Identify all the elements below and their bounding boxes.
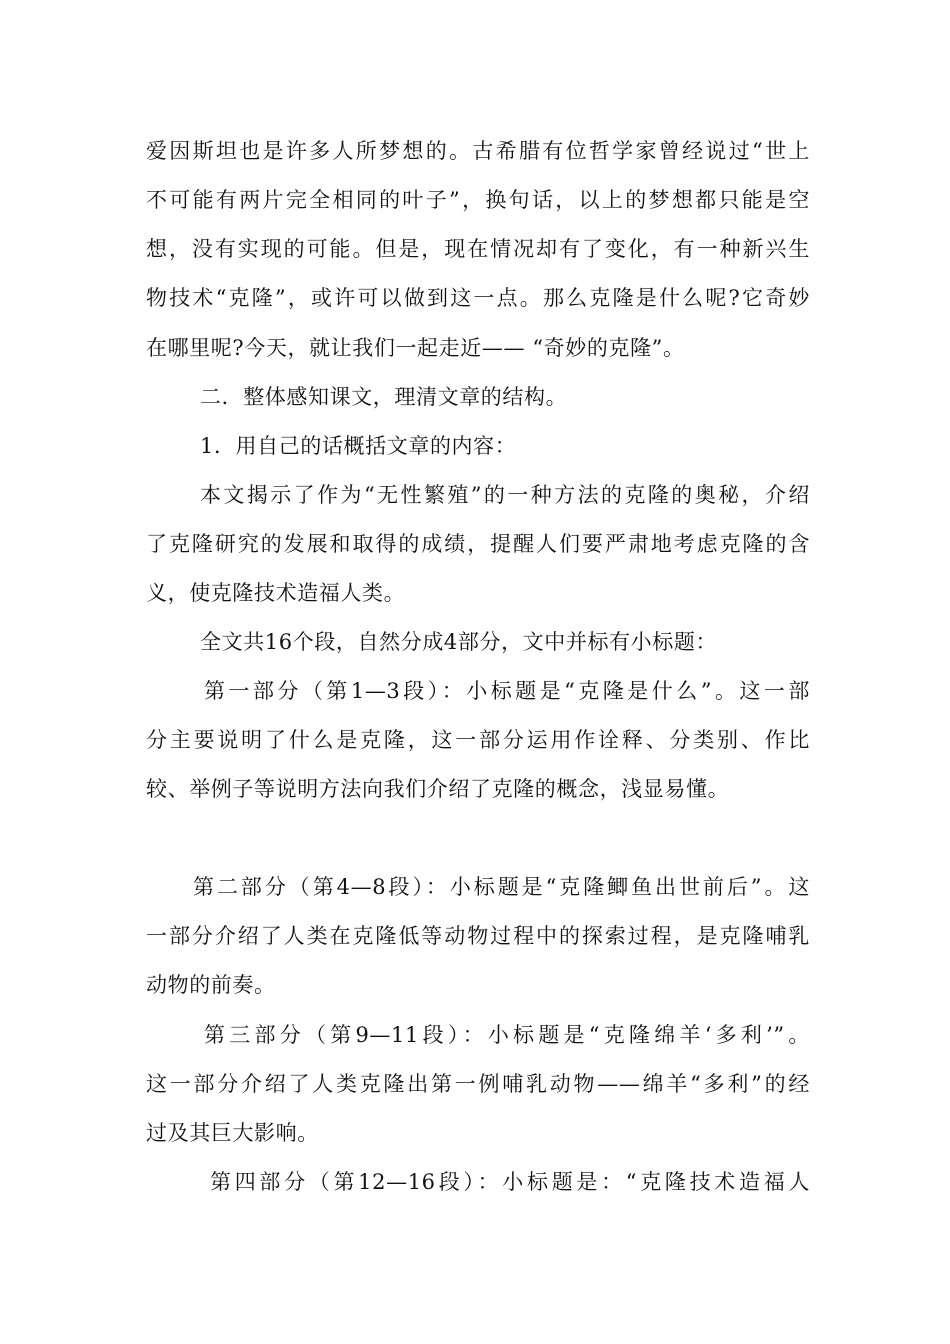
text-line: 这一部分介绍了人类克隆出第一例哺乳动物——绵羊“多利”的经 xyxy=(146,1072,810,1096)
text-line: 在哪里呢?今天，就让我们一起走近—— “奇妙的克隆”。 xyxy=(146,336,685,360)
text-line: 较、举例子等说明方法向我们介绍了克隆的概念，浅显易懂。 xyxy=(146,777,730,801)
text-line: 爱因斯坦也是许多人所梦想的。古希腊有位哲学家曾经说过“世上 xyxy=(146,139,810,163)
section-heading: 二．整体感知课文，理清文章的结构。 xyxy=(200,385,568,409)
text-line: 本文揭示了作为“无性繁殖”的一种方法的克隆的奥秘，介绍 xyxy=(200,483,810,507)
text-line: 过及其巨大影响。 xyxy=(146,1121,319,1145)
text-line: 不可能有两片完全相同的叶子”，换句话，以上的梦想都只能是空 xyxy=(146,188,810,212)
text-line: 第二部分（第4—8段）：小标题是“克隆鲫鱼出世前后”。这 xyxy=(193,875,810,899)
text-line: 想，没有实现的可能。但是，现在情况却有了变化，有一种新兴生 xyxy=(146,237,810,261)
text-line: 了克隆研究的发展和取得的成绩，提醒人们要严肃地考虑克隆的含 xyxy=(146,532,810,556)
text-line: 第四部分（第12—16段）：小标题是：“克隆技术造福人 xyxy=(210,1170,810,1194)
text-line: 动物的前奏。 xyxy=(146,973,276,997)
text-line: 全文共16个段，自然分成4部分，文中并标有小标题： xyxy=(200,630,718,654)
text-line: 第三部分（第9—11段）：小标题是“克隆绵羊‘多利’”。 xyxy=(204,1023,810,1047)
text-line: 分主要说明了什么是克隆，这一部分运用作诠释、分类别、作比 xyxy=(146,728,810,752)
text-line: 义，使克隆技术造福人类。 xyxy=(146,581,406,605)
text-line: 一部分介绍了人类在克隆低等动物过程中的探索过程，是克隆哺乳 xyxy=(146,924,810,948)
sub-heading: 1．用自己的话概括文章的内容： xyxy=(200,434,517,458)
text-line: 第一部分（第1—3段）：小标题是“克隆是什么”。这一部 xyxy=(204,679,810,703)
text-line: 物技术“克隆”，或许可以做到这一点。那么克隆是什么呢?它奇妙 xyxy=(146,286,810,310)
